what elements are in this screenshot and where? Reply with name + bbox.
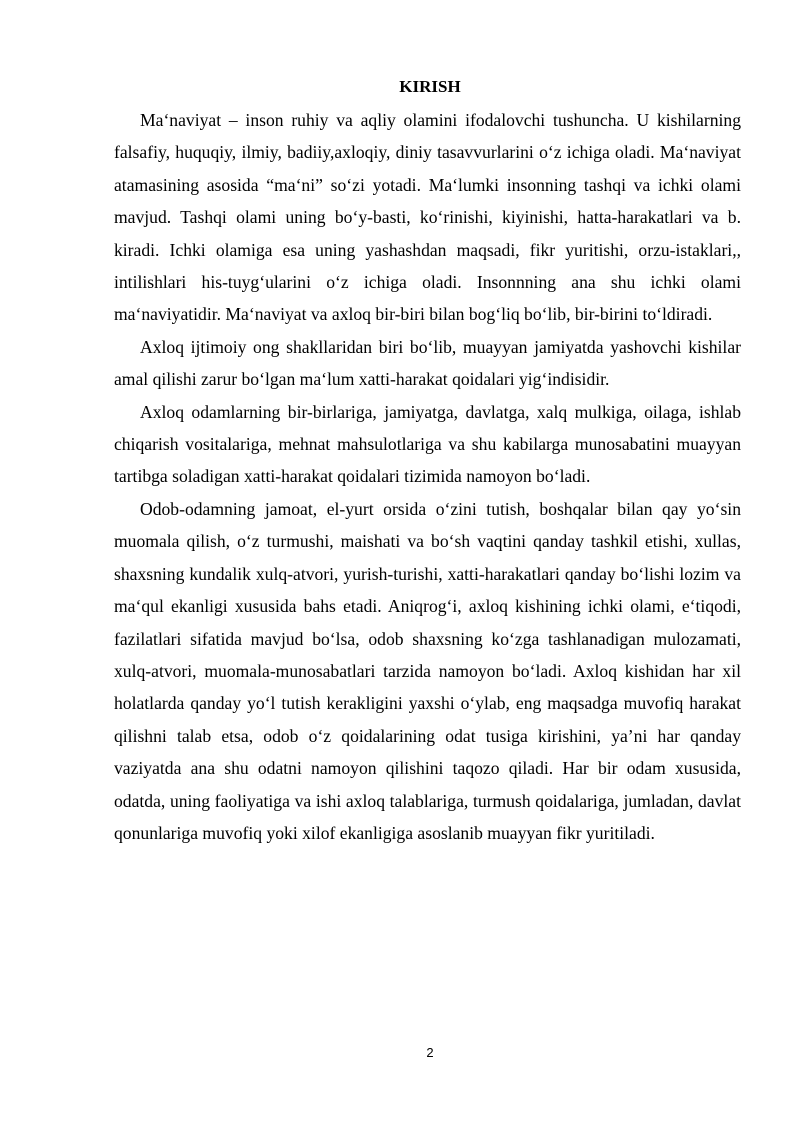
section-title: KIRISH — [399, 77, 461, 96]
body-text — [114, 104, 741, 849]
paragraph-3: Axloq odamlarning bir-birlariga, jamiyatga, davlatga, xalq mulkiga, oilaga, ishlab chiqarish vositalariga, mehnat mahsulotlariga va shu kabilarga munosabatini muayyan tartibga soladigan xatti-harakat qoidalari tizimida namoyon bo‘ladi. — [114, 401, 741, 487]
paragraph-1: Ma‘naviyat – inson ruhiy va aqliy olamini ifodalovchi tushuncha. U kishilarning falsafiy, huquqiy, ilmiy, badiiy,axloqiy, diniy tasavvurlarini o‘z ichiga oladi. Ma‘naviyat atamasining asosida “ma‘ni” so‘zi yotadi. Ma‘lumki insonning tashqi va ichki olami mavjud. Tashqi olami uning bo‘y-basti, ko‘rinishi, kiyinishi, hatta-harakatlari va b. kiradi. Ichki olamiga esa uning yashashdan maqsadi, fikr yuritishi, orzu-istaklari,, intilishlari his-tuyg‘ularini o‘z ichiga oladi. Insonnning ana shu ichki olami ma‘naviyatidir. Ma‘naviyat va axloq bir-biri bilan bog‘liq bo‘lib, bir-birini to‘ldiradi. — [114, 110, 741, 325]
paragraph-4: Odob-odamning jamoat, el-yurt orsida o‘zini tutish, boshqalar bilan qay yo‘sin muomala qilish, o‘z turmushi, maishati va bo‘sh vaqtini qanday tashkil etishi, xullas, shaxsning kundalik xulq-atvori, yurish-turishi, xatti-harakatlari qanday bo‘lishi lozim va ma‘qul ekanligi xususida bahs etadi. Aniqrog‘i, axloq kishining ichki olami, e‘tiqodi, fazilatlari sifatida mavjud bo‘lsa, odob shaxsning ko‘zga tashlanadigan mulozamati, xulq-atvori, muomala-munosabatlari tarzida namoyon bo‘ladi. Axloq kishidan har xil holatlarda qanday yo‘l tutish kerakligini yaxshi o‘ylab, eng maqsadga muvofiq harakat qilishni talab etsa, odob o‘z qoidalarining odat tusiga kirishini, ya’ni har qanday vaziyatda ana shu odatni namoyon qilishini taqozo qiladi. Har bir odam xususida, odatda, uning faoliyatiga va ishi axloq talablariga, turmush qoidalariga, jumladan, davlat qonunlariga muvofiq yoki xilof ekanligiga asoslanib muayyan fikr yuritiladi. — [114, 498, 741, 843]
page-number: 2 — [426, 1045, 434, 1060]
paragraph-2: Axloq ijtimoiy ong shakllaridan biri bo‘lib, muayyan jamiyatda yashovchi kishilar amal qilishi zarur bo‘lgan ma‘lum xatti-harakat qoidalari yig‘indisidir. — [114, 336, 741, 390]
